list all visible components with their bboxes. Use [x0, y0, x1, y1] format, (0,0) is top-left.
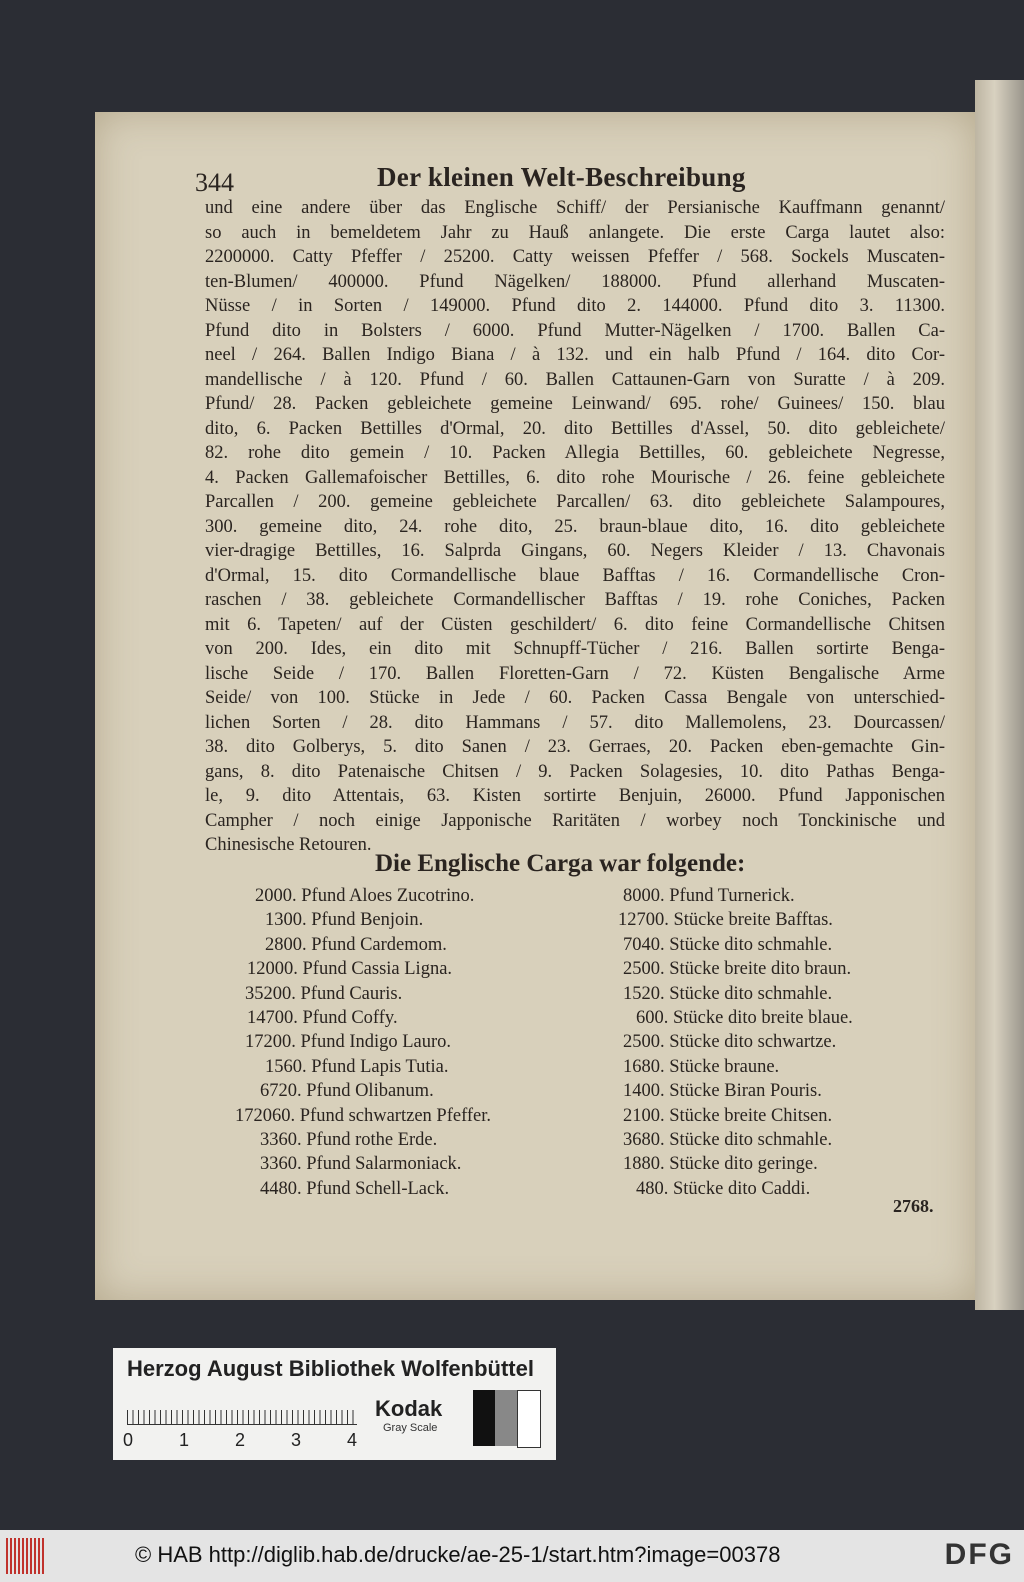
gray-patch-white: [517, 1390, 541, 1448]
text-line: d'Ormal, 15. dito Cormandellische blaue Bafftas / 16. Cormandellische Cron-: [205, 565, 945, 586]
text-line: lichen Sorten / 28. dito Hammans / 57. dito Mallemolens, 23. Dourcassen/: [205, 712, 945, 733]
cargo-item: 14700. Pfund Coffy.: [247, 1007, 398, 1028]
text-line: 4. Packen Gallemafoischer Bettilles, 6. dito rohe Mourische / 26. feine gebleichete: [205, 467, 945, 488]
text-line: gans, 8. dito Patenaische Chitsen / 9. Packen Solagesies, 10. dito Pathas Benga-: [205, 761, 945, 782]
scale-number: 3: [291, 1430, 302, 1450]
text-line: Seide/ von 100. Stücke in Jede / 60. Packen Cassa Bengale von unterschied-: [205, 688, 945, 708]
text-line: 300. gemeine dito, 24. rohe dito, 25. braun-blaue dito, 16. dito gebleichete: [205, 516, 945, 537]
cargo-item: 12700. Stücke breite Bafftas.: [618, 910, 833, 931]
cargo-list-left: [235, 884, 491, 1201]
gray-patch-black: [473, 1390, 495, 1446]
cargo-item: 2500. Stücke breite dito braun.: [623, 959, 852, 980]
cargo-item: 480. Stücke dito Caddi.: [636, 1178, 811, 1199]
cargo-item: 1880. Stücke dito geringe.: [623, 1154, 818, 1175]
cargo-item: 1560. Pfund Lapis Tutia.: [265, 1056, 449, 1077]
scale-number: 2: [235, 1430, 246, 1450]
text-line: neel / 264. Ballen Indigo Biana / à 132. und ein halb Pfund / 164. dito Cor-: [205, 345, 945, 365]
cargo-item: 1400. Stücke Biran Pouris.: [623, 1081, 822, 1102]
cargo-item: 1520. Stücke dito schmahle.: [623, 983, 833, 1004]
cargo-item: 3360. Pfund rothe Erde.: [260, 1129, 438, 1150]
scale-number: 4: [347, 1430, 358, 1450]
text-line: Pfund dito in Bolsters / 6000. Pfund Mutter-Nägelken / 1700. Ballen Ca-: [205, 320, 945, 341]
text-line: le, 9. dito Attentais, 63. Kisten sortirte Benjuin, 26000. Pfund Japponischen: [205, 786, 945, 806]
copyright-url: © HAB http://diglib.hab.de/drucke/ae-25-1/start.htm?image=00378: [135, 1542, 781, 1567]
text-line: vier-dragige Bettilles, 16. Salprda Gingans, 60. Negers Kleider / 13. Chavonais: [205, 541, 945, 561]
body-text: [205, 196, 945, 858]
cargo-item: 2100. Stücke breite Chitsen.: [623, 1105, 833, 1126]
cargo-item: 12000. Pfund Cassia Ligna.: [247, 959, 453, 980]
text-line: Nüsse / in Sorten / 149000. Pfund dito 2. 144000. Pfund dito 3. 11300.: [205, 296, 945, 316]
text-line: dito, 6. Packen Bettilles d'Ormal, 20. dito Bettilles d'Assel, 50. dito gebleichete/: [205, 418, 945, 439]
cargo-item: 3680. Stücke dito schmahle.: [623, 1129, 833, 1150]
cargo-item: 1680. Stücke braune.: [623, 1056, 780, 1077]
cargo-item: 6720. Pfund Olibanum.: [260, 1081, 434, 1102]
footer-bar: [0, 1530, 1024, 1582]
barcode-icon: [6, 1538, 46, 1574]
page-number: 344: [195, 168, 234, 197]
kodak-label: Kodak: [375, 1396, 443, 1421]
cargo-item: 2500. Stücke dito schwartze.: [623, 1032, 837, 1053]
dfg-logo: DFG: [944, 1538, 1014, 1571]
text-line: Pfund/ 28. Packen gebleichete gemeine Leinwand/ 695. rohe/ Guinees/ 150. blau: [205, 394, 945, 414]
text-line: mit 6. Tapeten/ auf der Cüsten geschildert/ 6. dito feine Cormandellische Chitsen: [205, 614, 945, 635]
text-line: Chinesische Retouren.: [205, 835, 372, 855]
cargo-item: 1300. Pfund Benjoin.: [265, 910, 424, 931]
cargo-item: 35200. Pfund Cauris.: [245, 983, 403, 1004]
color-calibration-card: [113, 1348, 556, 1460]
scale-ruler: [127, 1394, 357, 1425]
catchword: 2768.: [893, 1196, 934, 1216]
cargo-item: 17200. Pfund Indigo Lauro.: [245, 1032, 452, 1053]
text-line: Parcallen / 200. gemeine gebleichete Parcallen/ 63. dito gebleichete Salampoures,: [205, 492, 945, 512]
scale-number: 0: [123, 1430, 134, 1450]
text-line: raschen / 38. gebleichete Cormandellischer Bafftas / 19. rohe Coniches, Packen: [205, 590, 945, 610]
running-title: Der kleinen Welt-Beschreibung: [377, 162, 746, 192]
gray-patch-mid: [495, 1390, 517, 1446]
gray-scale-label: Gray Scale: [383, 1422, 438, 1434]
cargo-item: 172060. Pfund schwartzen Pfeffer.: [235, 1105, 492, 1126]
cargo-item: 4480. Pfund Schell-Lack.: [260, 1178, 450, 1199]
text-line: mandellische / à 120. Pfund / 60. Ballen Cattaunen-Garn von Suratte / à 209.: [205, 369, 945, 390]
adjacent-page-edge: [975, 80, 1024, 1310]
cargo-item: 8000. Pfund Turnerick.: [623, 886, 795, 906]
cargo-item: 600. Stücke dito breite blaue.: [636, 1007, 853, 1028]
cargo-item: 2800. Pfund Cardemom.: [265, 934, 447, 955]
cargo-list-right: [618, 884, 853, 1201]
cargo-item: 2000. Pfund Aloes Zucotrino.: [255, 886, 475, 906]
section-subheading: Die Englische Carga war folgende:: [375, 850, 746, 877]
text-line: lische Seide / 170. Ballen Floretten-Garn / 72. Küsten Bengalische Arme: [205, 663, 945, 684]
text-line: 38. dito Golberys, 5. dito Sanen / 23. Gerraes, 20. Packen eben-gemachte Gin-: [205, 737, 945, 757]
cargo-item: 7040. Stücke dito schmahle.: [623, 934, 833, 955]
text-line: so auch in bemeldetem Jahr zu Hauß anlangete. Die erste Carga lautet also:: [205, 222, 945, 243]
text-line: 2200000. Catty Pfeffer / 25200. Catty weissen Pfeffer / 568. Sockels Muscaten-: [205, 247, 945, 267]
library-name: Herzog August Bibliothek Wolfenbüttel: [127, 1356, 534, 1381]
text-line: Campher / noch einige Japponische Raritäten / worbey noch Tonckinische und: [205, 810, 945, 831]
text-line: und eine andere über das Englische Schiff/ der Persianische Kauffmann genannt/: [205, 198, 945, 218]
text-line: von 200. Ides, ein dito mit Schnupff-Tücher / 216. Ballen sortirte Benga-: [205, 639, 945, 659]
cargo-item: 3360. Pfund Salarmoniack.: [260, 1154, 462, 1175]
text-line: 82. rohe dito gemein / 10. Packen Allegia Bettilles, 60. gebleichete Negresse,: [205, 443, 945, 463]
scale-number: 1: [179, 1430, 190, 1450]
text-line: ten-Blumen/ 400000. Pfund Nägelken/ 188000. Pfund allerhand Muscaten-: [205, 271, 945, 292]
